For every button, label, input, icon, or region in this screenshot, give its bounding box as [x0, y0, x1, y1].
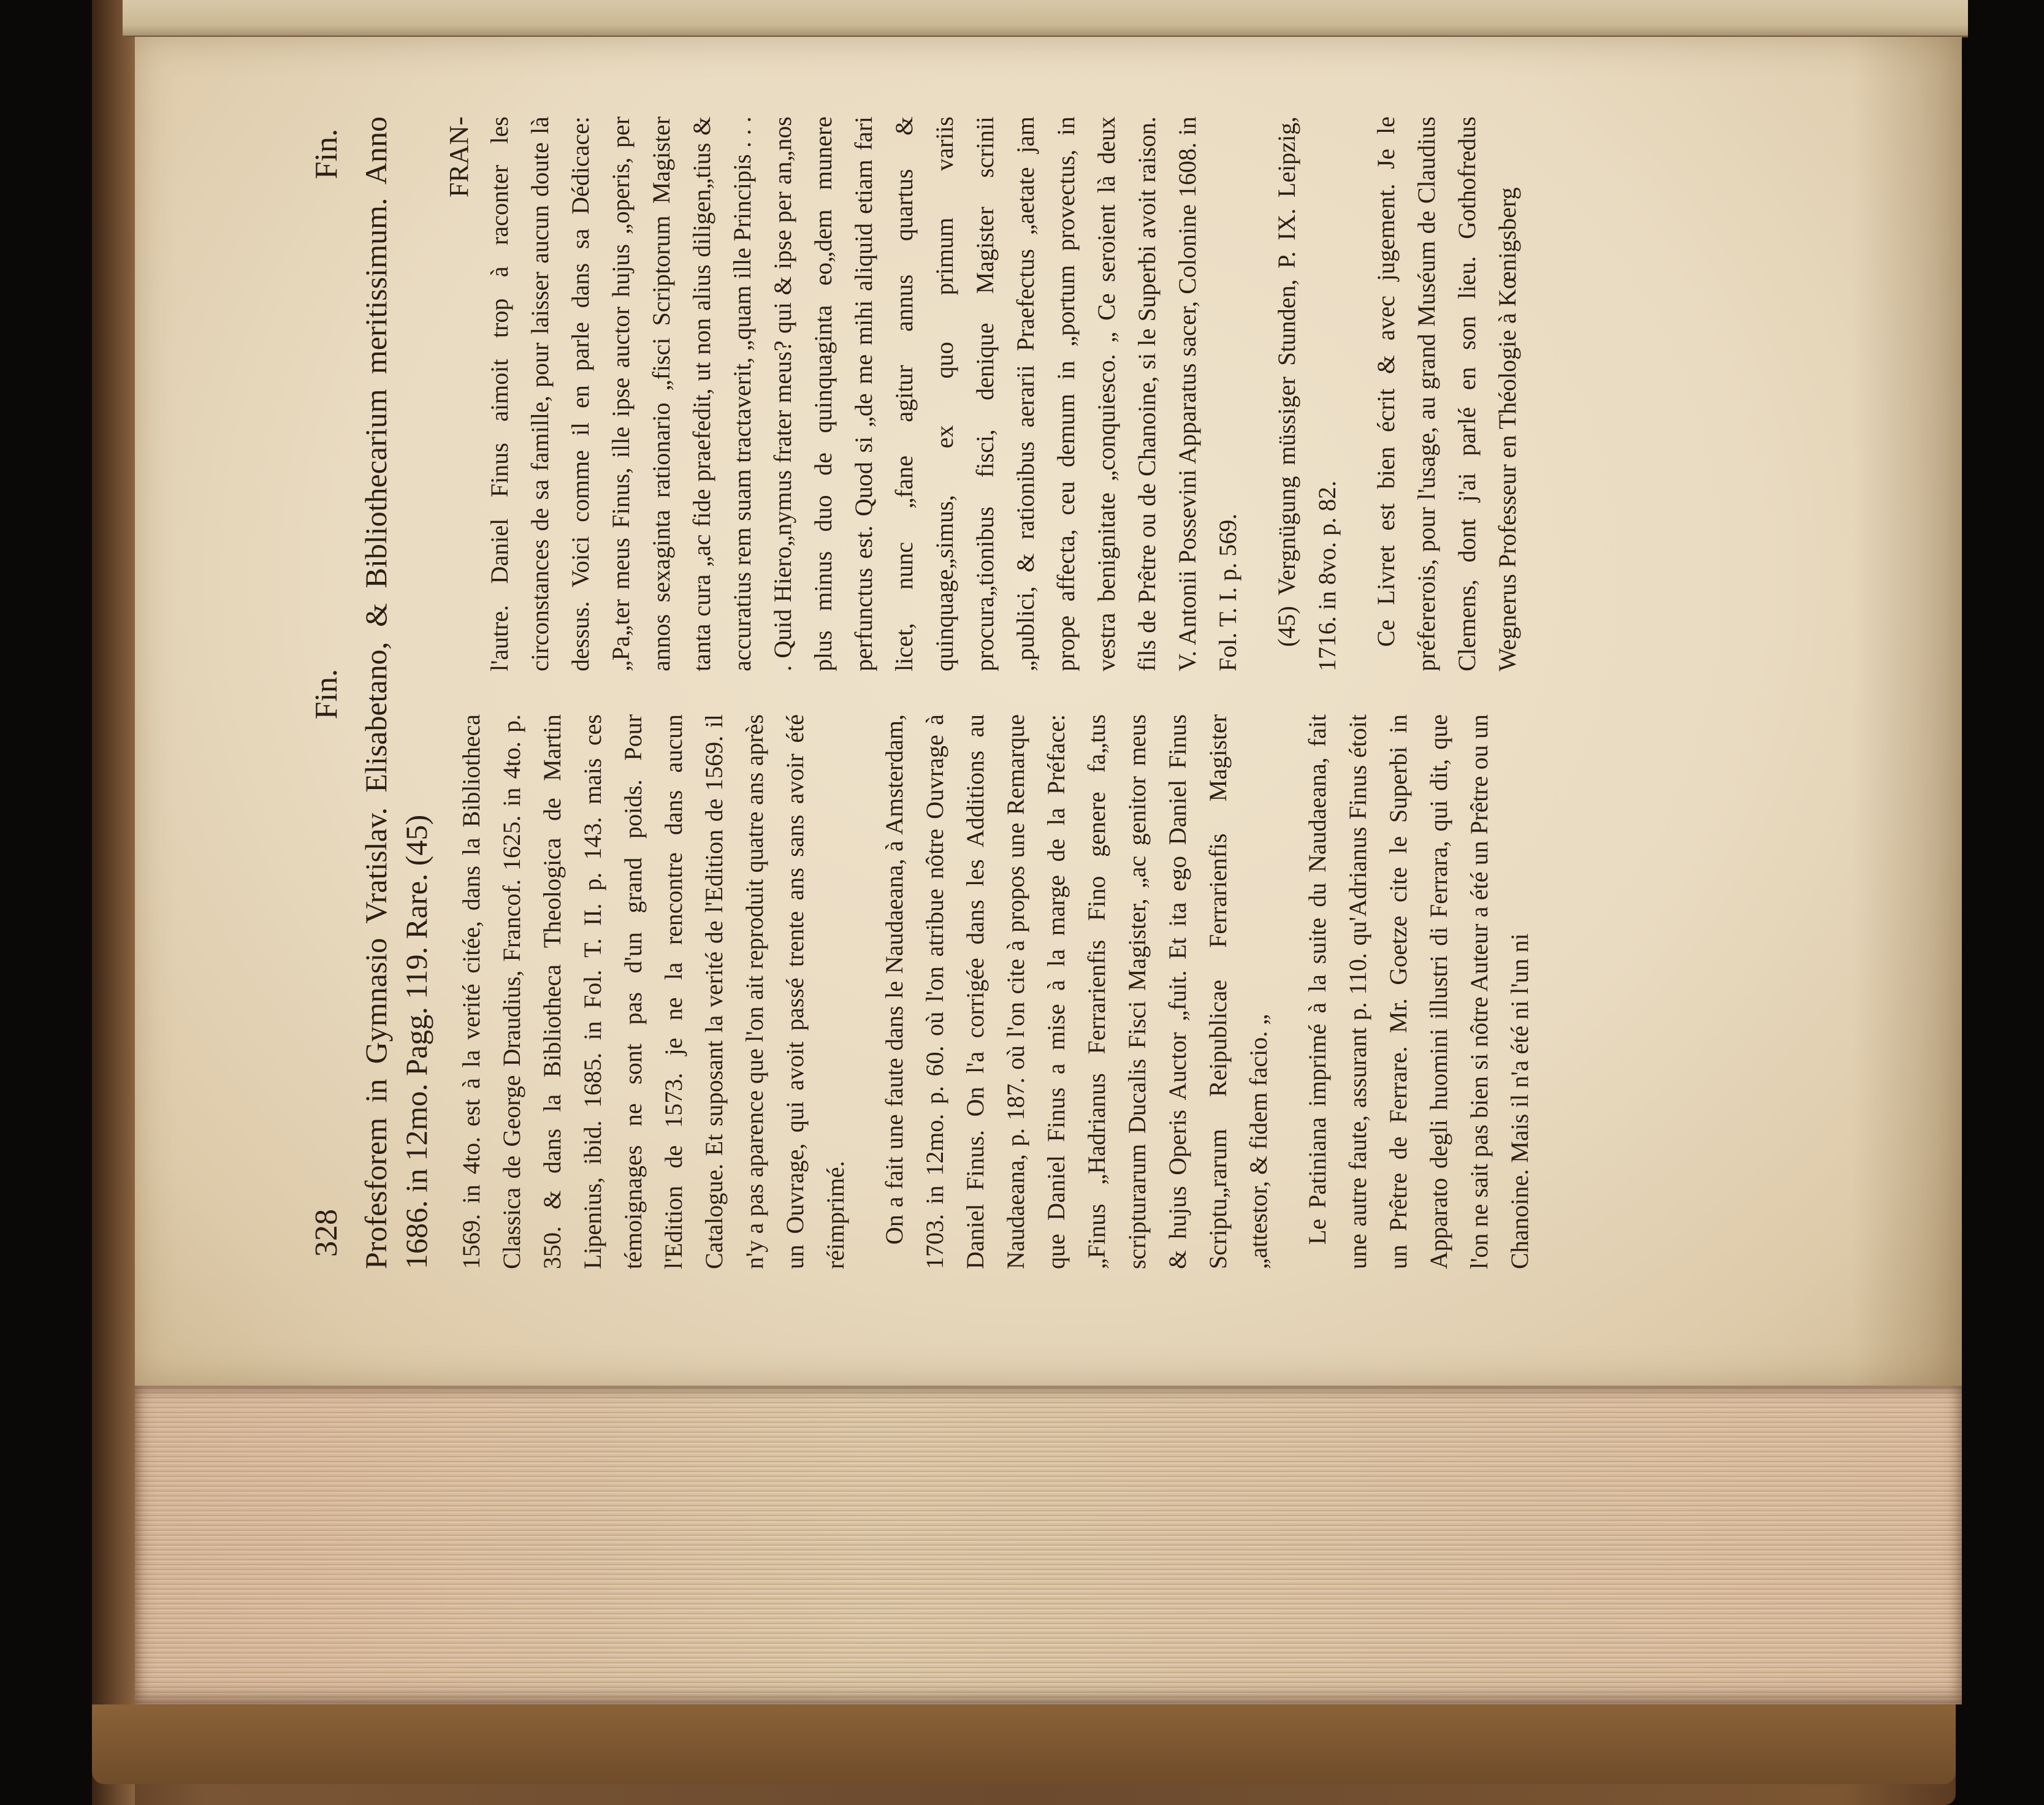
- printed-text-block: [307, 116, 1802, 1269]
- paragraph: On a fait une faute dans le Naudaeana, à Amsterdam, 1703. in 12mo. p. 60. où l'on atribue nôtre Ouvrage à Daniel Finus. On l'a corrigée dans les Additions au Naudaeana, p. 187. où l'on cite à propos une Remarque que Daniel Finus a mise à la marge de la Préface: „Finus „Hadrianus Ferrarienfis Fino genere fa„tus scripturarum Ducalis Fisci Magister, „ac genitor meus & hujus Operis Auctor „fuit. Et ita ego Daniel Finus Scriptu„rarum Reipublicae Ferrarienfis Magister „attestor, & fidem facio. „: [880, 714, 1272, 1269]
- page-block-edges: [135, 1386, 1962, 1704]
- page-number: 328: [309, 1209, 344, 1257]
- bottom-cover-board: [92, 1704, 1956, 1784]
- running-head-left: Fin.: [309, 669, 344, 720]
- running-head-right: Fin.: [309, 129, 344, 180]
- paragraph: Le Patiniana imprimé à la suite du Naudaeana, fait une autre faute, assurant p. 110. qu'Adrianus Finus étoit un Prêtre de Ferrare. Mr. Goetze cite le Superbi in Apparato degli huomini illustri di Ferrara, qui dit, que l'on ne sait pas bien si nôtre Auteur a été un Prêtre ou un Chanoine. Mais il n'a été ni l'un ni: [1303, 714, 1533, 1269]
- catchword: FRAN-: [444, 116, 474, 198]
- previous-page-edge: [123, 0, 1968, 37]
- paragraph: Ce Livret est bien écrit & avec jugement. Je le préfererois, pour l'usage, au grand Muséum de Claudius Clemens, dont j'ai parlé en son lieu. Gothofredus Wegnerus Professeur en Théologie à Kœnigsberg: [1372, 116, 1521, 671]
- page-edges-tint: [135, 1386, 1962, 1704]
- book-spine-edge: [92, 0, 135, 1805]
- paragraph: l'autre. Daniel Finus aimoit trop à raconter les circonstances de sa famille, pour laisser aucun doute là dessus. Voici comme il en parle dans sa Dédicace: „Pa„ter meus Finus, ille ipse auctor hujus „operis, per annos sexaginta rationario „fisci Scriptorum Magister tanta cura „ac fide praefedit, ut non alius diligen„tius & accuratius rem suam tractaverit, „quam ille Principis . . . . Quid Hiero„nymus frater meus? qui & ipse per an„nos plus minus duo de quinquaginta eo„dem munere perfunctus est. Quod si „de me mihi aliquid etiam fari licet, nunc „fane agitur annus quartus & quinquage„simus, ex quo primum variis procura„tionibus fisci, denique Magister scrinii „publici, & rationibus aerarii Praefectus „aetate jam prope affecta, ceu demum in „portum provectus, in vestra benignitate „conquiesco. „ Ce seroient là deux fils de Prêtre ou de Chanoine, si le Superbi avoit raison. V. Antonii Possevini Apparatus sacer, Colonine 1608. in Fol. T. I. p. 569.: [486, 116, 1241, 671]
- running-head: [307, 116, 347, 1269]
- column-left: [451, 714, 1558, 1269]
- footnote: (45) Vergnügung müssiger Stunden, P. IX. Leipzig, 1716. in 8vo. p. 82.: [1273, 116, 1341, 671]
- page-gutter-shadow: [1851, 37, 1962, 1386]
- intro-line: Profesforem in Gymnasio Vratislav. Elisabetano, & Bibliothecarium meritissimum. Anno 1686. in 12mo. Pagg. 119. Rare. (45): [359, 116, 433, 1269]
- text-columns: [444, 116, 1558, 1269]
- paragraph: 1569. in 4to. est à la verité citée, dans la Bibliotheca Classica de George Draudius, Francof. 1625. in 4to. p. 350. & dans la Bibliotheca Theologica de Martin Lipenius, ibid. 1685. in Fol. T. II. p. 143. mais ces témoignages ne sont pas d'un grand poids. Pour l'Edition de 1573. je ne la rencontre dans aucun Catalogue. Et suposant la verité de l'Edition de 1569. il n'y a pas aparence que l'on ait reproduit quatre ans après un Ouvrage, qui avoit passé trente ans sans avoir été réimprimé.: [457, 714, 849, 1269]
- column-right: [444, 116, 1558, 671]
